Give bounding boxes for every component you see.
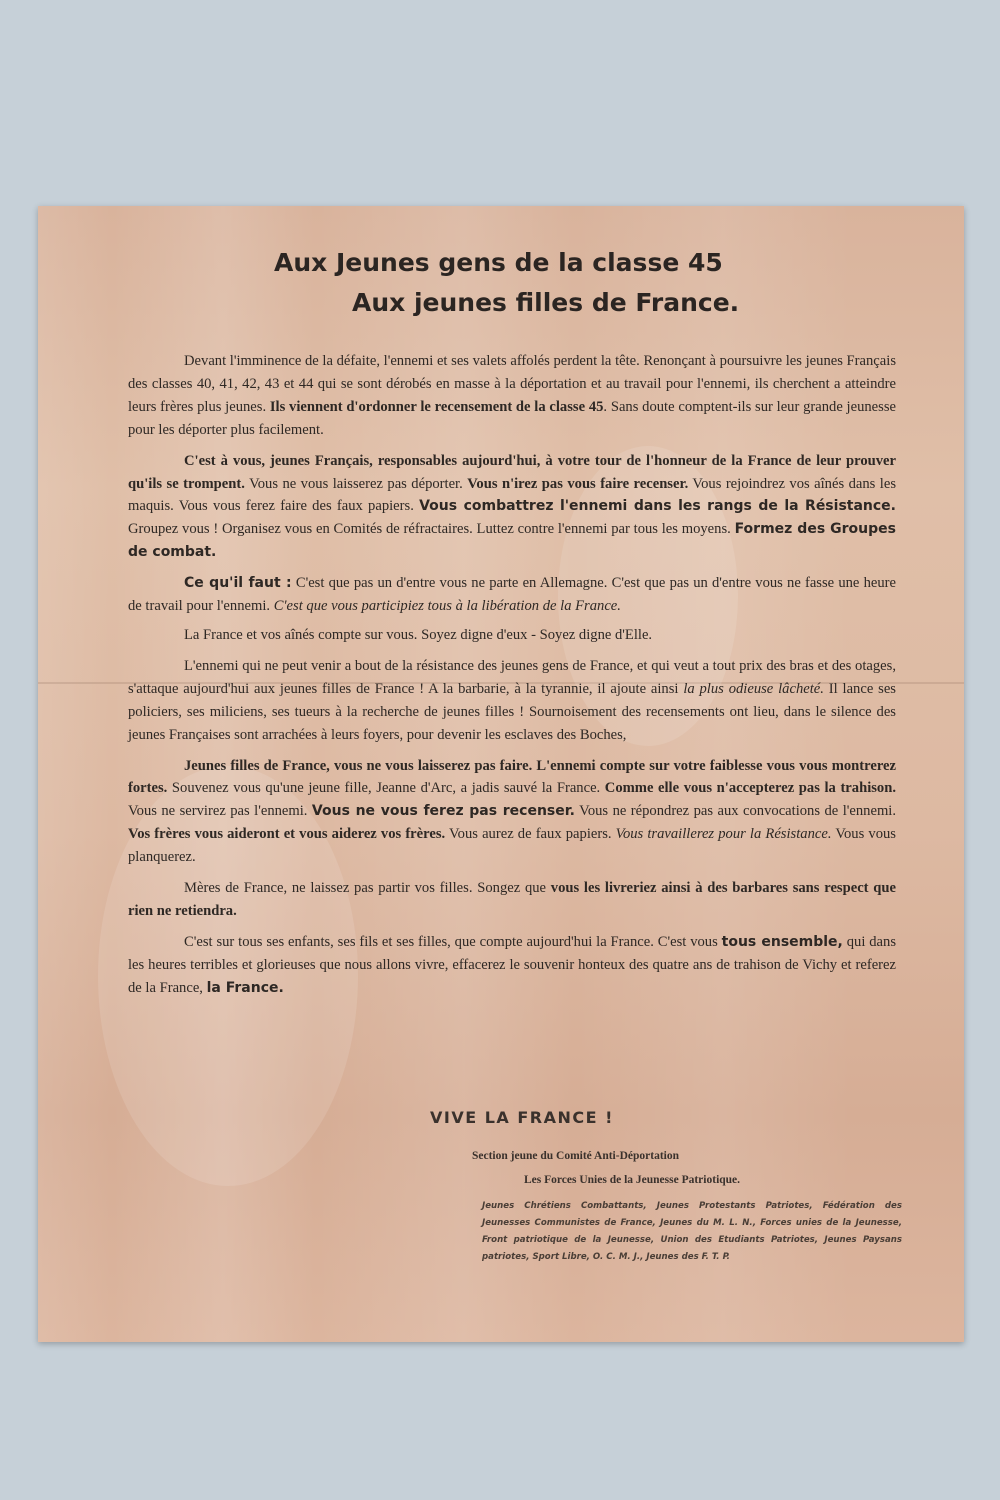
text-run-bold: Jeunes filles de France, vous ne vous laisserez pas faire. L'ennemi compte sur votre faiblesse vous vous montrerez fortes. xyxy=(128,757,896,797)
text-run-bold: C'est à vous, jeunes Français, responsables aujourd'hui, à votre tour de l'honneur de la France de leur prouver qu'ils se trompent. xyxy=(128,452,896,492)
paragraph-deportation xyxy=(128,350,896,442)
text-run: C'est sur tous ses enfants, ses fils et ses filles, que compte aujourd'hui la France. C'est vous xyxy=(184,933,722,950)
text-run: Vous vous planquerez. xyxy=(128,826,896,866)
text-run: Devant l'imminence de la défaite, l'ennemi et ses valets affolés perdent la tête. Renonçant à poursuivre les jeunes Français des classes 40, 41, 42, 43 et 44 qui se sont dérobés en masse à la déportation et au travail pour l'ennemi, ils cherchent a atteindre leurs frères plus jeunes. xyxy=(128,353,896,415)
text-run-italic: C'est que vous participiez tous à la libération de la France. xyxy=(273,598,621,615)
text-run: Vous ne servirez pas l'ennemi. xyxy=(128,803,312,820)
text-run: Souvenez vous qu'une jeune fille, Jeanne d'Arc, a jadis sauvé la France. xyxy=(167,780,605,797)
text-run-bold: Comme elle vous n'accepterez pas la trahison. xyxy=(604,780,896,797)
paragraph-france-counts: La France et vos aînés compte sur vous. Soyez digne d'eux - Soyez digne d'Elle. xyxy=(184,626,653,643)
text-run-bold: Ils viennent d'ordonner le recensement de la classe 45 xyxy=(269,398,604,415)
text-run: L'ennemi qui ne peut venir a bout de la résistance des jeunes gens de France, et qui veut a tout prix des bras et des otages, s'attaque aujourd'hui aux jeunes filles de France ! A la barbarie, à la tyrannie, il ajoute ainsi xyxy=(128,657,896,697)
paragraph-mothers xyxy=(128,877,896,923)
member-organizations: Jeunes Chrétiens Combattants, Jeunes Protestants Patriotes, Fédération des Jeunesses Communistes de France, Jeunes du M. L. N., Forces unies de la Jeunesse, Front patriotique de la Jeunesse, Union des Etudiants Patriotes, Jeunes Paysans patriotes, Sport Libre, O. C. M. J., Jeunes des F. T. P. xyxy=(482,1201,902,1262)
text-run: Vous aurez de faux papiers. xyxy=(445,826,616,843)
text-run-bold: vous les livreriez ainsi à des barbares sans respect que rien ne retiendra. xyxy=(128,880,896,919)
paragraph-young-men xyxy=(128,450,896,565)
signature-line-1: Section jeune du Comité Anti-Déportation xyxy=(472,1150,679,1162)
signature-line-2: Les Forces Unies de la Jeunesse Patriotique. xyxy=(524,1174,741,1186)
text-run: Vous rejoindrez vos aînés dans les maquis. Vous vous ferez faire des faux papiers. xyxy=(128,475,896,515)
text-run: Groupez vous ! Organisez vous en Comités de réfractaires. Luttez contre l'ennemi par tous les moyens. xyxy=(128,521,735,538)
paragraph-all-together xyxy=(128,931,896,1000)
text-run-bold: Ce qu'il faut : xyxy=(184,575,292,592)
text-run-bold: Vous n'irez pas vous faire recenser. xyxy=(467,475,689,492)
text-run: Vous ne répondrez pas aux convocations de l'ennemi. xyxy=(574,803,897,820)
closing-slogan: VIVE LA FRANCE ! xyxy=(430,1108,614,1127)
text-run: . Sans doute comptent-ils sur leur grande jeunesse pour les déporter plus facilement. xyxy=(128,398,896,438)
leaflet-title-line-1: Aux Jeunes gens de la classe 45 xyxy=(274,248,723,277)
text-run: qui dans les heures terribles et glorieuses que nous allons vivre, effacerez le souvenir honteux des quatre ans de trahison de Vichy et referez de la France, xyxy=(128,933,897,996)
paragraph-young-women-threat xyxy=(128,655,896,747)
text-run: Vous ne vous laisserez pas déporter. xyxy=(244,475,468,492)
text-run-bold: la France. xyxy=(206,979,284,996)
text-run-bold: Formez des Groupes de combat. xyxy=(128,521,896,561)
text-run-italic: la plus odieuse lâcheté. xyxy=(683,680,824,697)
leaflet-page xyxy=(38,206,964,1342)
text-run-bold: Vous combattrez l'ennemi dans les rangs de la Résistance. xyxy=(419,498,896,515)
paragraph-young-women xyxy=(128,755,896,870)
text-run-italic: Vous travaillerez pour la Résistance. xyxy=(615,826,832,843)
text-run: Mères de France, ne laissez pas partir vos filles. Songez que xyxy=(184,880,551,897)
paragraph-what-is-needed xyxy=(128,572,896,618)
text-run-bold: Vous ne vous ferez pas recenser. xyxy=(311,803,575,820)
leaflet-body xyxy=(128,350,896,1008)
text-run-bold: Vos frères vous aideront et vous aiderez vos frères. xyxy=(128,826,446,843)
text-run-bold: tous ensemble, xyxy=(721,933,843,950)
leaflet-title-line-2: Aux jeunes filles de France. xyxy=(352,288,740,317)
text-run: C'est que pas un d'entre vous ne parte en Allemagne. C'est que pas un d'entre vous ne fasse une heure de travail pour l'ennemi. xyxy=(128,575,896,615)
text-run: Il lance ses policiers, ses miliciens, ses tueurs à la recherche de jeunes filles ! Sournoisement des recensements ont lieu, dans le silence des jeunes Françaises sont arrachées à leurs foyers, pour devenir les esclaves des Boches, xyxy=(128,680,896,743)
